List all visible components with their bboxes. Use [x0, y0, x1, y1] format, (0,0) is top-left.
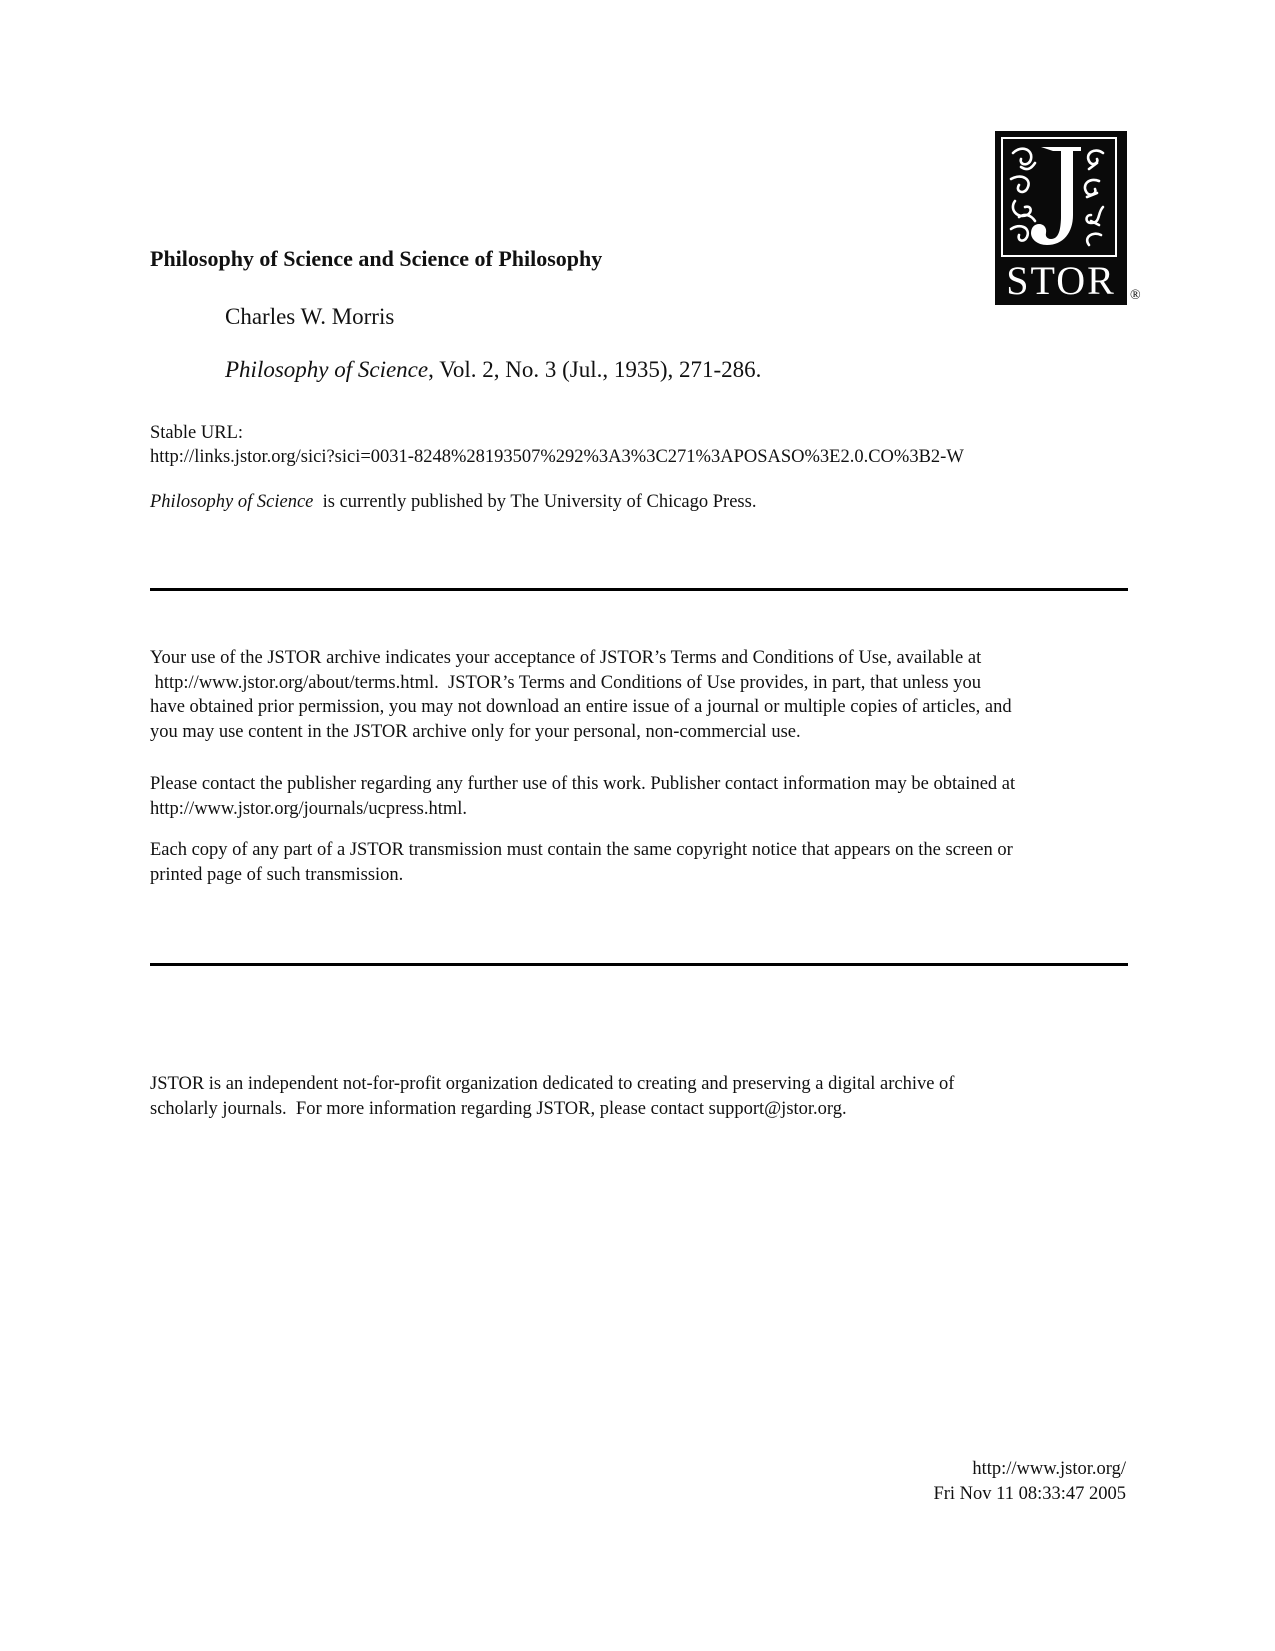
- text-line: you may use content in the JSTOR archive only for your personal, non-commercial use.: [150, 721, 801, 742]
- divider-top: [150, 588, 1128, 591]
- footer: [933, 1457, 1126, 1507]
- about-jstor: [150, 1072, 1130, 1121]
- publisher-journal-name: Philosophy of Science: [150, 492, 314, 512]
- jstor-logo: [995, 131, 1127, 305]
- citation: [225, 357, 761, 383]
- author-name: Charles W. Morris: [225, 304, 395, 329]
- publisher-text: is currently published by The University of Chicago Press.: [313, 492, 757, 512]
- text-line: printed page of such transmission.: [150, 864, 404, 885]
- publisher-line: [150, 490, 756, 514]
- text-line: scholarly journals. For more information regarding JSTOR, please contact support@jstor.org.: [150, 1098, 847, 1119]
- footer-url-link[interactable]: http://www.jstor.org/: [972, 1459, 1126, 1479]
- divider-bottom: [150, 963, 1128, 966]
- text-line: Each copy of any part of a JSTOR transmission must contain the same copyright notice that appears on the screen or: [150, 840, 1013, 860]
- footer-timestamp: Fri Nov 11 08:33:47 2005: [933, 1484, 1126, 1504]
- citation-details: , Vol. 2, No. 3 (Jul., 1935), 271-286.: [428, 357, 762, 382]
- text-line: have obtained prior permission, you may not download an entire issue of a journal or multiple copies of articles, and: [150, 697, 1012, 717]
- stable-url-link[interactable]: http://links.jstor.org/sici?sici=0031-8248%28193507%292%3A3%3C271%3APOSASO%3E2.0.CO%3B2-W: [150, 447, 964, 467]
- registered-mark-icon: ®: [1130, 288, 1141, 303]
- terms-paragraph-3: [150, 838, 1130, 887]
- text-line: Your use of the JSTOR archive indicates your acceptance of JSTOR’s Terms and Conditions of Use, available at: [150, 648, 982, 668]
- terms-paragraph-2: [150, 772, 1130, 821]
- terms-link-line[interactable]: http://www.jstor.org/about/terms.html. JSTOR’s Terms and Conditions of Use provides, in part, that unless you: [150, 672, 982, 693]
- jstor-wordmark: STOR: [1006, 258, 1116, 303]
- terms-paragraph-1: [150, 646, 1130, 744]
- article-title: Philosophy of Science and Science of Philosophy: [150, 246, 603, 271]
- publisher-contact-link[interactable]: http://www.jstor.org/journals/ucpress.html.: [150, 798, 468, 819]
- text-line: Please contact the publisher regarding any further use of this work. Publisher contact information may be obtained at: [150, 774, 1016, 794]
- jstor-ornament-icon: [1001, 137, 1117, 257]
- journal-name: Philosophy of Science: [225, 357, 429, 382]
- text-line: JSTOR is an independent not-for-profit organization dedicated to creating and preserving a digital archive of: [150, 1074, 955, 1094]
- stable-url-label: Stable URL:: [150, 423, 244, 443]
